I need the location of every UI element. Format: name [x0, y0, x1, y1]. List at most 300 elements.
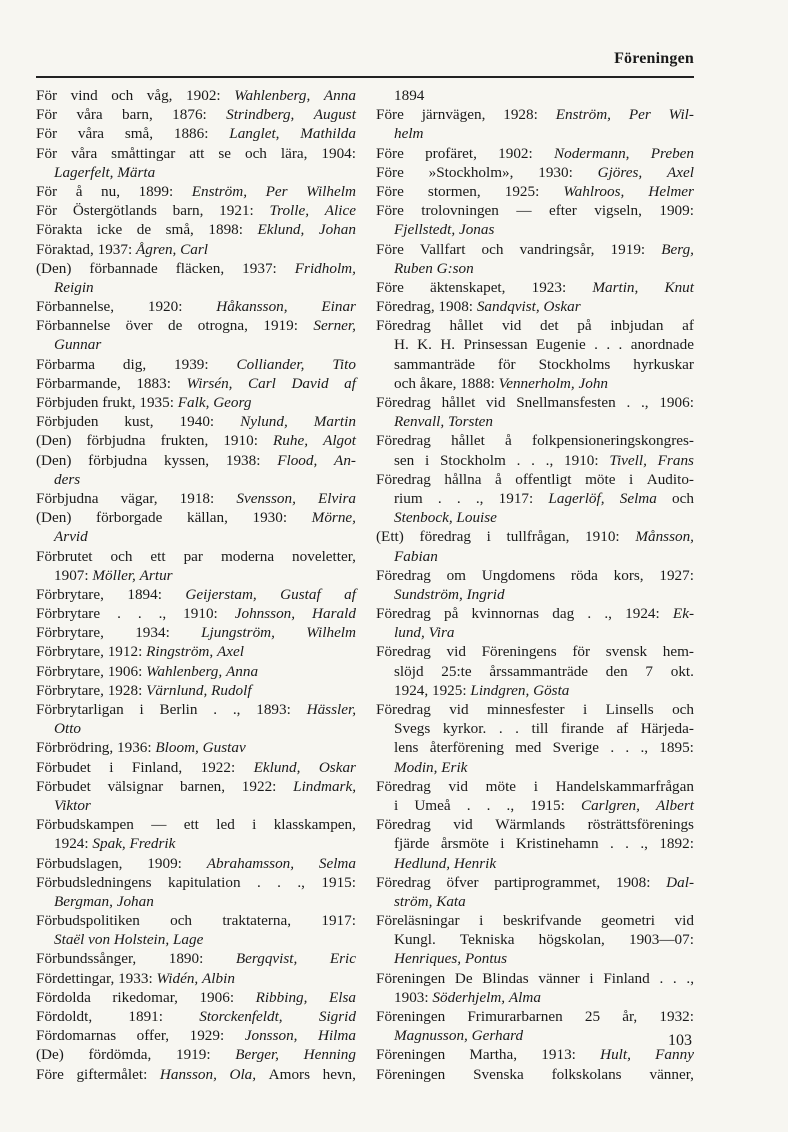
author-name-word: Ek- [672, 605, 694, 623]
title-word: de [168, 317, 183, 335]
author-name-word: Sandqvist, [476, 298, 540, 316]
author-name-word: Colliander, [236, 355, 305, 373]
title-word: Föreningen [376, 969, 446, 987]
title-word: öfver [446, 873, 479, 891]
author-name-word: Axel [217, 643, 244, 661]
index-entry-line [376, 412, 694, 431]
index-entry-line [376, 700, 694, 719]
title-word: 1929: [189, 1027, 225, 1045]
title-word: 1934: [135, 624, 170, 642]
title-word: möte [585, 470, 616, 488]
title-word: dig, [122, 355, 147, 373]
title-word: vägar, [120, 489, 158, 507]
title-word: Förbrytare [36, 605, 101, 623]
title-word: Före [36, 1065, 64, 1083]
title-word: minnesfester [487, 701, 565, 718]
index-entry-line [36, 854, 356, 873]
title-word: fördömda, [88, 1046, 152, 1064]
title-word: 1924: [54, 835, 89, 853]
title-word: och [111, 87, 134, 104]
title-word: Förbannelse, [36, 298, 115, 316]
author-name-word: Martin [313, 413, 356, 431]
author-name-word: Fredrik [129, 835, 176, 853]
author-name-word: Storckenfeldt, [199, 1008, 283, 1025]
title-word: våg, [146, 87, 173, 104]
title-word: Förbudet [36, 777, 91, 795]
title-word: 1910: [223, 432, 258, 450]
title-word: vänner [538, 969, 580, 987]
author-name-word: Artur [139, 566, 173, 584]
author-name-word: Strindberg, [226, 106, 295, 124]
index-entry-line [36, 1007, 356, 1026]
title-word: . [437, 489, 442, 507]
index-entry-line [36, 623, 356, 642]
title-word: offentligt [515, 470, 572, 488]
title-word: . [659, 969, 664, 987]
title-word: Snellmansfesten [516, 394, 616, 411]
title-word: 1910: [183, 605, 218, 623]
index-entry-line [376, 911, 694, 930]
author-name-word: Vira [428, 624, 455, 642]
author-name-word: John [578, 374, 609, 392]
author-name-word: Frans [657, 451, 694, 469]
title-word: våra [77, 125, 105, 143]
left-index-column [36, 86, 356, 1084]
author-name-word: Reigin [54, 278, 94, 296]
header-rule [36, 76, 694, 78]
title-word: i [628, 470, 634, 488]
title-word: 1909: [659, 202, 694, 220]
title-word: vid [446, 643, 466, 661]
title-word: 1932: [659, 1008, 694, 1025]
title-word: Föredrag [376, 566, 431, 584]
author-name-word: Otto [54, 720, 82, 738]
author-name-word: Vennerholm, [498, 374, 575, 392]
title-word: hållna [444, 470, 482, 488]
title-word: moderna [220, 547, 275, 565]
title-word: inbjudan [610, 317, 664, 335]
title-word: Wärmlands [495, 816, 566, 834]
author-name-word: Albin [202, 969, 235, 987]
title-word: Frimurarbarnen [467, 1008, 563, 1025]
index-entry-line [376, 796, 694, 815]
title-word: vid [449, 701, 469, 718]
author-name-word: Wilhelm [306, 182, 356, 200]
index-entry-line [376, 815, 694, 834]
title-word: klasskampen, [273, 816, 356, 834]
author-name-word: Fjellstedt, [394, 221, 456, 239]
author-name-word: Albert [656, 796, 694, 814]
author-name-word: Hansson, [159, 1065, 217, 1083]
title-word: Före [376, 163, 404, 181]
title-word: fläcken, [175, 259, 225, 277]
index-entry-line [376, 1026, 694, 1045]
index-entry-line [36, 892, 356, 911]
index-entry-line [376, 777, 694, 796]
title-word: i [486, 528, 491, 546]
index-entry-line [36, 834, 356, 853]
title-word: Fördomarnas [36, 1027, 117, 1045]
index-entry-line [376, 854, 694, 873]
title-word: svensk [605, 643, 648, 661]
index-entry-line [36, 738, 356, 757]
author-name-word: David [291, 374, 329, 392]
title-word: . [486, 796, 491, 814]
title-word: 1893: [256, 701, 291, 718]
index-entry-line [36, 662, 356, 681]
title-word: Före [376, 182, 404, 200]
title-word: 1925: [504, 182, 540, 200]
title-word: välsignar [107, 777, 164, 795]
author-name-word: Hult, [600, 1046, 631, 1064]
title-word: 1902: [498, 144, 533, 162]
author-name-word: Anna [323, 87, 356, 104]
title-word: giftermålet: [76, 1065, 148, 1083]
author-name-word: Möller, [92, 566, 136, 584]
author-name-word: Anna [225, 662, 259, 680]
title-word: åkare, [419, 374, 457, 392]
title-word: 1906: [659, 394, 694, 411]
index-entry-line [36, 144, 356, 163]
title-word: i [425, 451, 430, 469]
title-word: De [454, 969, 473, 987]
title-word: 1910: [585, 528, 620, 546]
title-word: år, [622, 1008, 638, 1025]
title-word: små, [165, 221, 194, 239]
index-entry-line [36, 316, 356, 335]
index-entry-line [376, 278, 694, 297]
title-word: å [75, 182, 83, 200]
author-name-word: Falk, [177, 394, 210, 411]
title-word: i [582, 701, 588, 718]
title-word: Blindas [482, 969, 529, 987]
title-word: trolovningen [421, 202, 499, 220]
title-word: sen [394, 451, 415, 469]
author-name-word: Lindgren, [470, 681, 530, 699]
author-name-word: Svensson, [236, 489, 296, 507]
title-word: Förbjudna [36, 489, 99, 507]
title-word: Martha, [469, 1046, 518, 1064]
author-name-word: Per [628, 106, 651, 124]
author-name-word: Johan [116, 892, 154, 910]
title-word: Fördettingar, [36, 969, 115, 987]
title-word: . [213, 701, 218, 718]
author-name-word: Geijerstam, [185, 585, 257, 603]
index-entry-line [36, 259, 356, 278]
title-word: 1928: [107, 681, 143, 699]
title-word: 1876: [172, 106, 207, 124]
title-word: (Den) [36, 432, 72, 450]
index-entry-line [36, 297, 356, 316]
author-name-word: Eric [329, 950, 356, 968]
title-word: rösträttsförenings [587, 816, 694, 834]
title-word: 1937: [97, 240, 133, 258]
index-entry-line [36, 1045, 356, 1064]
title-word: slöjd [394, 662, 424, 680]
author-name-word: Fanny [655, 1046, 694, 1064]
index-entry-line [36, 815, 356, 834]
title-word: Före [376, 240, 404, 258]
title-word: Amors [268, 1065, 311, 1083]
author-name-word: Ribbing, [255, 988, 308, 1006]
index-entry-line [376, 949, 694, 968]
index-entry-line [36, 393, 356, 412]
title-word: 1927: [659, 566, 694, 584]
title-word: För [36, 106, 58, 124]
title-word: förborgade [96, 509, 163, 527]
title-word: Stockholm [439, 451, 506, 469]
index-entry-line [36, 240, 356, 259]
title-word: ., [297, 873, 305, 891]
author-name-word: Knut [664, 278, 694, 296]
author-name-word: Gunnar [54, 336, 102, 354]
index-entry-line [36, 930, 356, 949]
author-name-word: Lage [172, 931, 204, 949]
title-word: . [466, 796, 471, 814]
author-name-word: Harald [312, 605, 356, 623]
title-word: rikedomar, [112, 988, 178, 1006]
index-entry-line [376, 240, 694, 259]
index-entry-line [376, 105, 694, 124]
index-entry-line [36, 489, 356, 508]
title-word: återförening [429, 739, 504, 757]
title-word: Före [376, 144, 404, 162]
author-name-word: Ola, [229, 1065, 257, 1083]
title-word: Föreläsningar [376, 912, 460, 930]
author-name-word: Trolle, [269, 202, 310, 220]
title-word: vid [486, 394, 506, 411]
index-entry-line [376, 163, 694, 182]
author-name-word: Carl [248, 374, 276, 392]
title-word: äktenskapet, [429, 278, 506, 296]
title-word: 1904: [321, 144, 356, 162]
title-word: firande [560, 720, 604, 738]
title-word: 1899: [138, 182, 174, 200]
index-entry-line [36, 700, 356, 719]
author-name-word: Wil- [668, 106, 694, 124]
author-name-word: Kata [436, 892, 466, 910]
index-entry-line [376, 124, 694, 143]
right-index-column [376, 86, 694, 1084]
index-entry-line [376, 335, 694, 354]
title-word: lens [394, 739, 419, 757]
title-word: hyrkuskar [633, 355, 694, 373]
index-entry-line [376, 374, 694, 393]
title-word: Föredrag [376, 701, 431, 718]
author-name-word: Ruhe, [272, 432, 308, 450]
title-word: sammanträde [394, 355, 475, 373]
title-word: förbannade [89, 259, 158, 277]
index-entry-line [36, 911, 356, 930]
author-name-word: Helmer [648, 182, 694, 200]
author-name-word: Wirsén, [186, 374, 233, 392]
index-entry-line [376, 508, 694, 527]
author-name-word: Henriques, [394, 950, 462, 968]
title-word: i [252, 816, 257, 834]
title-word: barn, [122, 106, 153, 124]
title-word: icke [96, 221, 123, 239]
index-entry-line [36, 527, 356, 546]
title-word: noveletter, [292, 547, 356, 565]
title-word: . [256, 873, 261, 891]
author-name-word: Einar [321, 298, 356, 316]
title-word: Föreningen [376, 1046, 446, 1064]
title-word: vid [448, 777, 468, 795]
author-name-word: Sigrid [318, 1008, 356, 1025]
title-word: Förbjuden [36, 413, 99, 431]
index-entry-line [376, 86, 694, 105]
title-word: och [394, 374, 416, 392]
title-word: 1902: [186, 87, 221, 104]
index-entry-line [36, 335, 356, 354]
author-name-word: Viktor [54, 796, 91, 814]
title-word: . [498, 720, 503, 738]
title-word: . [516, 451, 521, 469]
author-name-word: Hässler, [306, 701, 356, 718]
title-word: ., [545, 451, 554, 469]
author-name-word: Arvid [54, 528, 88, 546]
title-word: förbjudna [86, 432, 146, 450]
title-word: 1915: [530, 796, 565, 814]
title-word: Före [376, 106, 404, 124]
author-name-word: helm [394, 125, 424, 143]
index-entry-line [376, 873, 694, 892]
title-word: 1895: [659, 739, 694, 757]
author-name-word: Jonas [458, 221, 495, 239]
title-word: Fördolda [36, 988, 91, 1006]
title-word: 1915: [321, 873, 356, 891]
title-word: . [587, 605, 592, 623]
title-word: Härjeda- [640, 720, 694, 738]
title-word: 1922: [200, 758, 236, 776]
title-word: Umeå [414, 796, 451, 814]
author-name-word: Serner, [313, 317, 356, 335]
author-name-word: Nodermann, [553, 144, 630, 162]
title-word: . [609, 835, 614, 853]
title-word: par [183, 547, 203, 565]
author-name-word: Berger, [235, 1046, 279, 1064]
title-word: dag [552, 605, 575, 623]
title-word: Förbudet [36, 758, 91, 776]
author-name-word: Langlet, [229, 125, 280, 143]
title-word: det [540, 317, 559, 335]
title-word: beskrifvande [502, 912, 582, 930]
title-word: kyssen, [163, 451, 210, 469]
title-word: 1891: [128, 1008, 163, 1025]
index-entry-line [376, 431, 694, 450]
author-name-word: Gustav [202, 739, 246, 757]
title-word: Föraktad, [36, 240, 94, 258]
title-word: kyrkor. [442, 720, 487, 738]
title-word: småttingar [111, 144, 176, 162]
title-word: efter [548, 202, 577, 220]
author-name-word: Ågren, [136, 240, 177, 258]
title-word: Förbrytare, [36, 585, 104, 603]
title-word: Förbarmande, [36, 374, 121, 392]
title-word: och [244, 144, 267, 162]
author-name-word: Dal- [666, 873, 694, 891]
author-name-word: Rudolf [211, 681, 252, 699]
title-word: Prinsessan [463, 336, 528, 354]
title-word: 1939: [174, 355, 209, 373]
title-word: och [672, 701, 694, 718]
author-name-word: Louise [456, 509, 497, 527]
author-name-word: Oskar [318, 758, 356, 776]
author-name-word: Lagerlöf, [548, 489, 605, 507]
index-entry-line [36, 182, 356, 201]
title-word: ., [686, 969, 694, 987]
title-word: Föredrag [376, 816, 431, 834]
title-word: 1919: [263, 317, 298, 335]
title-word: Kungl. [394, 931, 436, 949]
title-word: 7 [645, 662, 654, 680]
title-word: . [610, 739, 615, 757]
author-name-word: Flood, [277, 451, 318, 469]
index-entry-line [376, 297, 694, 316]
index-entry-line [376, 566, 694, 585]
title-word: och [110, 547, 133, 565]
title-word: folkpensioneringskongres- [532, 432, 694, 450]
index-entry-line [376, 547, 694, 566]
author-name-word: Henrik [453, 854, 497, 872]
title-word: och [481, 240, 504, 258]
title-word: . [626, 394, 631, 411]
title-word: För [36, 202, 58, 220]
title-word: kapitulation [168, 873, 241, 891]
author-name-word: Algot [323, 432, 356, 450]
title-word: Finland [603, 969, 650, 987]
index-entry-line [376, 470, 694, 489]
title-word: Förbudspolitiken [36, 912, 140, 930]
title-word: Före [376, 278, 404, 296]
title-word: 1930: [538, 163, 573, 181]
title-word: Förbundssånger, [36, 950, 137, 968]
index-entry-line [36, 124, 356, 143]
title-word: hem- [662, 643, 694, 661]
title-word: Föredrag [376, 432, 431, 450]
author-name-word: Alice [324, 202, 356, 220]
index-entry-line [376, 527, 694, 546]
title-word: Eugenie [535, 336, 586, 354]
title-word: 1909: [147, 854, 182, 872]
index-entry-line [376, 834, 694, 853]
title-word: och [170, 912, 193, 930]
title-word: i [500, 835, 505, 853]
title-word: kvinnornas [471, 605, 540, 623]
title-word: Föreningen [376, 1008, 446, 1025]
index-entry-line [376, 1007, 694, 1026]
author-name-word: Oskar [543, 298, 581, 316]
title-word: den [605, 662, 628, 680]
index-entry-line [376, 969, 694, 988]
author-name-word: von [88, 931, 111, 949]
author-name-word: af [344, 374, 356, 392]
author-name-word: Eklund, [257, 221, 305, 239]
author-name-word: Torsten [447, 413, 494, 431]
title-word: 1936: [117, 739, 152, 757]
title-word: . [277, 873, 281, 891]
index-entry-line [376, 259, 694, 278]
title-word: Ungdomens [481, 566, 556, 584]
title-word: på [444, 605, 459, 623]
title-word: folkskolans [551, 1065, 622, 1083]
author-name-word: Alma [508, 988, 541, 1006]
index-entry-line [36, 547, 356, 566]
title-word: kors, [613, 566, 644, 584]
title-word: H. [394, 336, 409, 354]
title-word: ., [475, 489, 484, 507]
index-entry-line [376, 585, 694, 604]
